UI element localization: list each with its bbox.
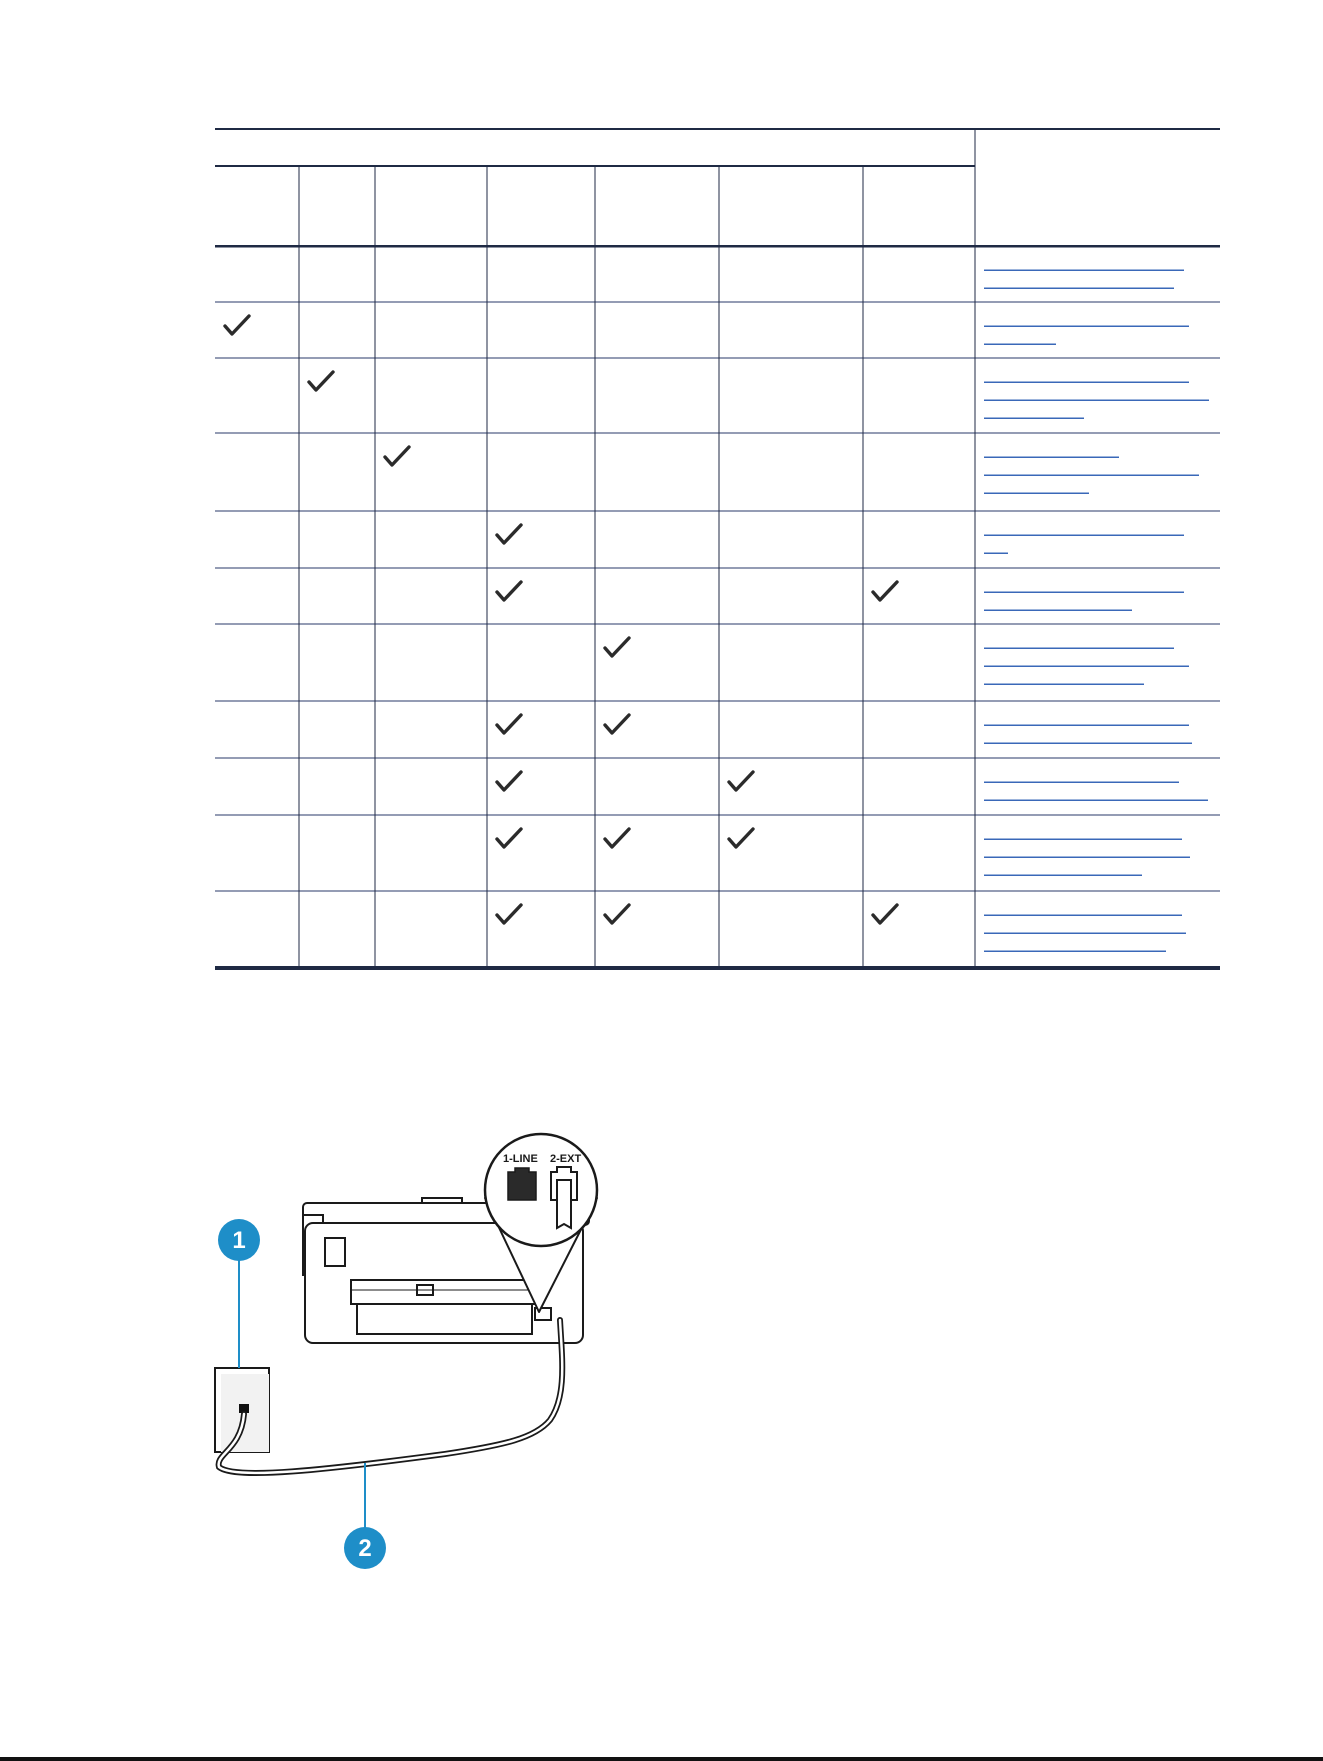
line-port-label: 1-LINE	[503, 1153, 538, 1165]
check-mark-icon	[497, 772, 521, 790]
diagram-svg	[205, 1120, 645, 1570]
check-mark-icon	[309, 372, 333, 390]
setup-table-grid	[215, 128, 1220, 974]
wall-jack-icon	[215, 1368, 269, 1452]
check-mark-icon	[385, 447, 409, 465]
page-bottom-rule	[0, 1757, 1323, 1761]
check-mark-icon	[605, 905, 629, 923]
check-mark-icon	[729, 772, 753, 790]
callout-1-number: 1	[232, 1227, 246, 1254]
table-link-column	[984, 270, 1209, 951]
check-mark-icon	[497, 715, 521, 733]
check-mark-icon	[605, 715, 629, 733]
ext-port-label: 2-EXT	[550, 1153, 582, 1165]
connection-diagram	[205, 1120, 645, 1570]
line-port-icon	[508, 1168, 536, 1200]
check-mark-icon	[605, 638, 629, 656]
check-mark-icon	[729, 829, 753, 847]
check-mark-icon	[873, 582, 897, 600]
check-mark-icon	[497, 829, 521, 847]
check-mark-icon	[225, 316, 249, 334]
callout-2-number: 2	[358, 1535, 372, 1562]
check-mark-icon	[605, 829, 629, 847]
table-rules	[215, 128, 1220, 968]
check-mark-icon	[497, 905, 521, 923]
fax-setup-table	[215, 128, 1220, 974]
check-mark-icon	[497, 525, 521, 543]
check-mark-icon	[873, 905, 897, 923]
table-check-marks	[225, 316, 897, 923]
check-mark-icon	[497, 582, 521, 600]
